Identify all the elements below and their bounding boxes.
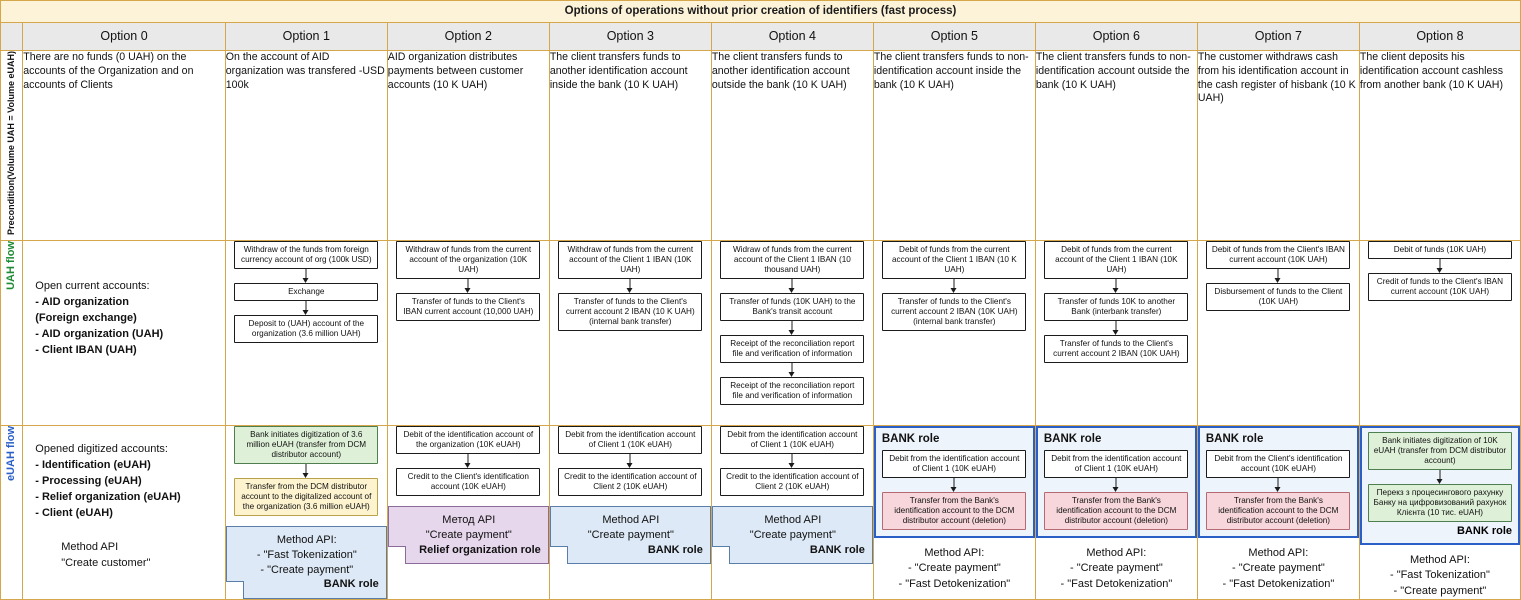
uah8-box-0: Debit of funds (10K UAH) [1368, 241, 1512, 259]
uah0-line-1: - AID organization [35, 295, 129, 308]
precondition-2: AID organization distributes payments between customer accounts (10 K UAH) [387, 51, 549, 241]
uah7-box-1: Disbursement of funds to the Client (10K UAH) [1206, 283, 1350, 311]
euah-cell-5 [873, 425, 1035, 599]
row-label-euah-flow [1, 425, 23, 599]
uah3-box-1: Transfer of funds to the Client's current account 2 IBAN (10 K UAH) (internal bank transfer) [558, 293, 702, 331]
arrow-icon [550, 279, 711, 293]
euah5-box-1: Transfer from the Bank's identification account to the DCM distributor account (deletion) [882, 492, 1026, 530]
euah2-note-line-1: "Create payment" [425, 528, 512, 541]
euah4-note-role: BANK role [809, 543, 865, 556]
precondition-6: The client transfers funds to non-identification account outside the bank (10 K UAH) [1035, 51, 1197, 241]
uah2-box-0: Withdraw of funds from the current account of the organization (10K UAH) [396, 241, 540, 279]
euah6-box-0: Debit from the identification account of Client 1 (10K eUAH) [1044, 450, 1188, 478]
euah6-method-1: - "Create payment" [1069, 562, 1163, 575]
euah6-role-box [1036, 426, 1197, 538]
euah3-box-0: Debit from the identification account of Client 1 (10K eUAH) [558, 426, 702, 454]
option-header-4: Option 4 [711, 23, 873, 51]
uah-cell-6 [1035, 240, 1197, 425]
precondition-7: The customer withdraws cash from his identification account in the cash register of hisbank (10 K UAH) [1197, 51, 1359, 241]
euah5-method [874, 546, 1035, 592]
euah-flow-row [1, 425, 1521, 599]
option-header-0: Option 0 [23, 23, 226, 51]
row-label-uah-flow [1, 240, 23, 425]
option-header-7: Option 7 [1197, 23, 1359, 51]
uah8-box-1: Credit of funds to the Client's IBAN current account (10K UAH) [1368, 273, 1512, 301]
euah1-note [226, 526, 387, 599]
uah0-line-0: Open current accounts: [35, 279, 150, 292]
arrow-icon [1036, 321, 1197, 335]
uah-cell-2 [387, 240, 549, 425]
euah4-box-0: Debit from the identification account of Client 1 (10K eUAH) [720, 426, 864, 454]
corner-cell [1, 23, 23, 51]
uah-cell-5 [873, 240, 1035, 425]
euah5-method-2: - "Fast Detokenization" [898, 577, 1011, 590]
euah3-note-line-1: "Create payment" [587, 528, 674, 541]
precondition-1: On the account of AID organization was transfered -USD 100k [225, 51, 387, 241]
uah-cell-3 [549, 240, 711, 425]
uah6-box-2: Transfer of funds to the Client's current account 2 IBAN (10K UAH) [1044, 335, 1188, 363]
euah7-box-0: Debit from the Client's identification account (10K eUAH) [1206, 450, 1350, 478]
arrow-icon [226, 301, 387, 315]
arrow-icon [1206, 478, 1351, 492]
euah1-note-role: BANK role [323, 578, 379, 591]
uah4-box-1: Transfer of funds (10K UAH) to the Bank's transit account [720, 293, 864, 321]
euah2-box-0: Debit of the identification account of the organization (10K eUAH) [396, 426, 540, 454]
uah6-box-0: Debit of funds from the current account of the Client 1 IBAN (10K UAH) [1044, 241, 1188, 279]
euah-cell-4 [711, 425, 873, 599]
arrow-icon [712, 279, 873, 293]
euah-cell-2 [387, 425, 549, 599]
euah4-note-line-0: Method API [764, 513, 822, 526]
uah1-box-1: Exchange [234, 283, 378, 301]
precondition-5: The client transfers funds to non-identification account inside the bank (10 K UAH) [873, 51, 1035, 241]
arrow-icon [1198, 269, 1359, 283]
euah3-note-line-0: Method API [602, 513, 660, 526]
euah2-note [388, 506, 549, 565]
euah0-line-3: - Relief organization (eUAH) [35, 490, 181, 503]
precondition-0: There are no funds (0 UAH) on the accounts of the Organization and on accounts of Clients [23, 51, 226, 241]
euah3-box-1: Credit to the identification account of Client 2 (10K eUAH) [558, 468, 702, 496]
arrow-icon [1360, 259, 1520, 273]
euah7-role-box [1198, 426, 1359, 538]
uah0-line-3: - AID organization (UAH) [35, 327, 164, 340]
uah5-box-0: Debit of funds from the current account of the Client 1 IBAN (10 K UAH) [882, 241, 1026, 279]
euah-cell-7 [1197, 425, 1359, 599]
arrow-icon [1044, 478, 1189, 492]
row-label-uah-flow-text: UAH flow [5, 240, 18, 290]
euah-cell-0 [23, 425, 226, 599]
euah-cell-6 [1035, 425, 1197, 599]
euah4-note-line-1: "Create payment" [749, 528, 836, 541]
option-header-5: Option 5 [873, 23, 1035, 51]
row-label-precondition [1, 51, 23, 241]
arrow-icon [1036, 279, 1197, 293]
euah4-box-1: Credit to the identification account of Client 2 (10K eUAH) [720, 468, 864, 496]
euah5-method-0: Method API: [924, 546, 985, 559]
euah8-method [1360, 553, 1520, 599]
euah5-method-1: - "Create payment" [907, 562, 1001, 575]
uah3-box-0: Withdraw of funds from the current account of the Client 1 IBAN (10K UAH) [558, 241, 702, 279]
euah8-box-1: Перекз з процесингового рахунку Банку на цифровизований рахунок Клієнта (10 тис. eUAH) [1368, 484, 1512, 522]
option-header-8: Option 8 [1359, 23, 1520, 51]
arrow-icon [226, 269, 387, 283]
euah2-note-line-0: Метод API [442, 513, 496, 526]
euah0-line-0: Opened digitized accounts: [35, 442, 168, 455]
euah5-box-0: Debit from the identification account of Client 1 (10K eUAH) [882, 450, 1026, 478]
euah7-role-title: BANK role [1205, 432, 1264, 445]
precondition-3: The client transfers funds to another identification account inside the bank (10 K UAH) [549, 51, 711, 241]
arrow-icon [388, 454, 549, 468]
euah1-note-line-0: Method API: [276, 533, 337, 546]
euah6-role-title: BANK role [1043, 432, 1102, 445]
euah1-box-0: Bank initiates digitization of 3.6 million eUAH (transfer from DCM distributor account) [234, 426, 378, 464]
uah5-box-1: Transfer of funds to the Client's current account 2 IBAN (10K UAH) (internal bank transfer) [882, 293, 1026, 331]
diagram-banner: Options of operations without prior creation of identifiers (fast process) [1, 1, 1521, 23]
euah7-method-0: Method API: [1248, 546, 1309, 559]
euah6-box-1: Transfer from the Bank's identification account to the DCM distributor account (deletion) [1044, 492, 1188, 530]
uah7-box-0: Debit of funds from the Client's IBAN current account (10K UAH) [1206, 241, 1350, 269]
arrow-icon [550, 454, 711, 468]
euah7-box-1: Transfer from the Bank's identification account to the DCM distributor account (deletion) [1206, 492, 1350, 530]
euah1-note-line-2: - "Create payment" [260, 563, 354, 576]
uah-cell-1 [225, 240, 387, 425]
euah8-method-1: - "Fast Tokenization" [1389, 569, 1490, 582]
arrow-icon [388, 279, 549, 293]
euah5-role-box [874, 426, 1035, 538]
euah7-method-1: - "Create payment" [1231, 562, 1325, 575]
arrow-icon [712, 454, 873, 468]
euah7-method-2: - "Fast Detokenization" [1222, 577, 1335, 590]
uah4-box-0: Widraw of funds from the current account of the Client 1 IBAN (10 thousand UAH) [720, 241, 864, 279]
euah6-method-0: Method API: [1086, 546, 1147, 559]
euah2-box-1: Credit to the Client's identification account (10K eUAH) [396, 468, 540, 496]
euah8-role-footer: BANK role [1456, 524, 1512, 537]
precondition-4: The client transfers funds to another identification account outside the bank (10 K UAH) [711, 51, 873, 241]
euah-cell-1 [225, 425, 387, 599]
euah-cell-8 [1359, 425, 1520, 599]
arrow-icon [226, 464, 387, 478]
euah5-role-title: BANK role [881, 432, 940, 445]
precondition-8: The client deposits his identification account cashless from another bank (10 K UAH) [1359, 51, 1520, 241]
euah1-box-1: Transfer from the DCM distributor account to the digitalized account of the organization (3.6 million eUAH) [234, 478, 378, 516]
option-header-row [1, 23, 1521, 51]
option-header-3: Option 3 [549, 23, 711, 51]
euah0-line-2: - Processing (eUAH) [35, 474, 142, 487]
uah0-line-4: - Client IBAN (UAH) [35, 343, 137, 356]
euah4-note [712, 506, 873, 565]
euah1-note-line-1: - "Fast Tokenization" [256, 548, 357, 561]
option-header-2: Option 2 [387, 23, 549, 51]
uah6-box-1: Transfer of funds 10K to another Bank (interbank transfer) [1044, 293, 1188, 321]
euah2-note-role: Relief organization role [419, 543, 541, 556]
uah2-box-1: Transfer of funds to the Client's IBAN current account (10,000 UAH) [396, 293, 540, 321]
euah8-role-box [1360, 426, 1520, 545]
euah0-method-0: Method API [61, 540, 119, 553]
euah0-line-4: - Client (eUAH) [35, 506, 113, 519]
euah-cell-3 [549, 425, 711, 599]
arrow-icon [712, 363, 873, 377]
option-header-1: Option 1 [225, 23, 387, 51]
arrow-icon [1368, 470, 1512, 484]
euah0-method-1: "Create customer" [61, 556, 151, 569]
euah8-method-2: - "Create payment" [1393, 584, 1487, 597]
row-label-euah-flow-text: eUAH flow [5, 425, 18, 481]
euah8-box-0: Bank initiates digitization of 10K eUAH (transfer from DCM distributor account) [1368, 432, 1512, 470]
uah-cell-0 [23, 240, 226, 425]
uah4-box-2: Receipt of the reconciliation report file and verification of information [720, 335, 864, 363]
uah4-box-3: Receipt of the reconciliation report file and verification of information [720, 377, 864, 405]
arrow-icon [712, 321, 873, 335]
uah-cell-8 [1359, 240, 1520, 425]
uah0-line-2: (Foreign exchange) [35, 311, 137, 324]
euah8-method-0: Method API: [1409, 553, 1470, 566]
precondition-row [1, 51, 1521, 241]
uah-cell-7 [1197, 240, 1359, 425]
uah-cell-4 [711, 240, 873, 425]
euah7-method [1198, 546, 1359, 592]
euah0-line-1: - Identification (eUAH) [35, 458, 151, 471]
euah3-note-role: BANK role [647, 543, 703, 556]
uah1-box-2: Deposit to (UAH) account of the organization (3.6 million UAH) [234, 315, 378, 343]
euah3-note [550, 506, 711, 565]
row-label-precondition-text: Precondition(Volume UAH = Volume eUAH) [6, 51, 17, 235]
euah6-method [1036, 546, 1197, 592]
arrow-icon [874, 279, 1035, 293]
option-header-6: Option 6 [1035, 23, 1197, 51]
euah6-method-2: - "Fast Detokenization" [1060, 577, 1173, 590]
arrow-icon [882, 478, 1027, 492]
uah1-box-0: Withdraw of the funds from foreign currency account of org (100k USD) [234, 241, 378, 269]
uah-flow-row [1, 240, 1521, 425]
